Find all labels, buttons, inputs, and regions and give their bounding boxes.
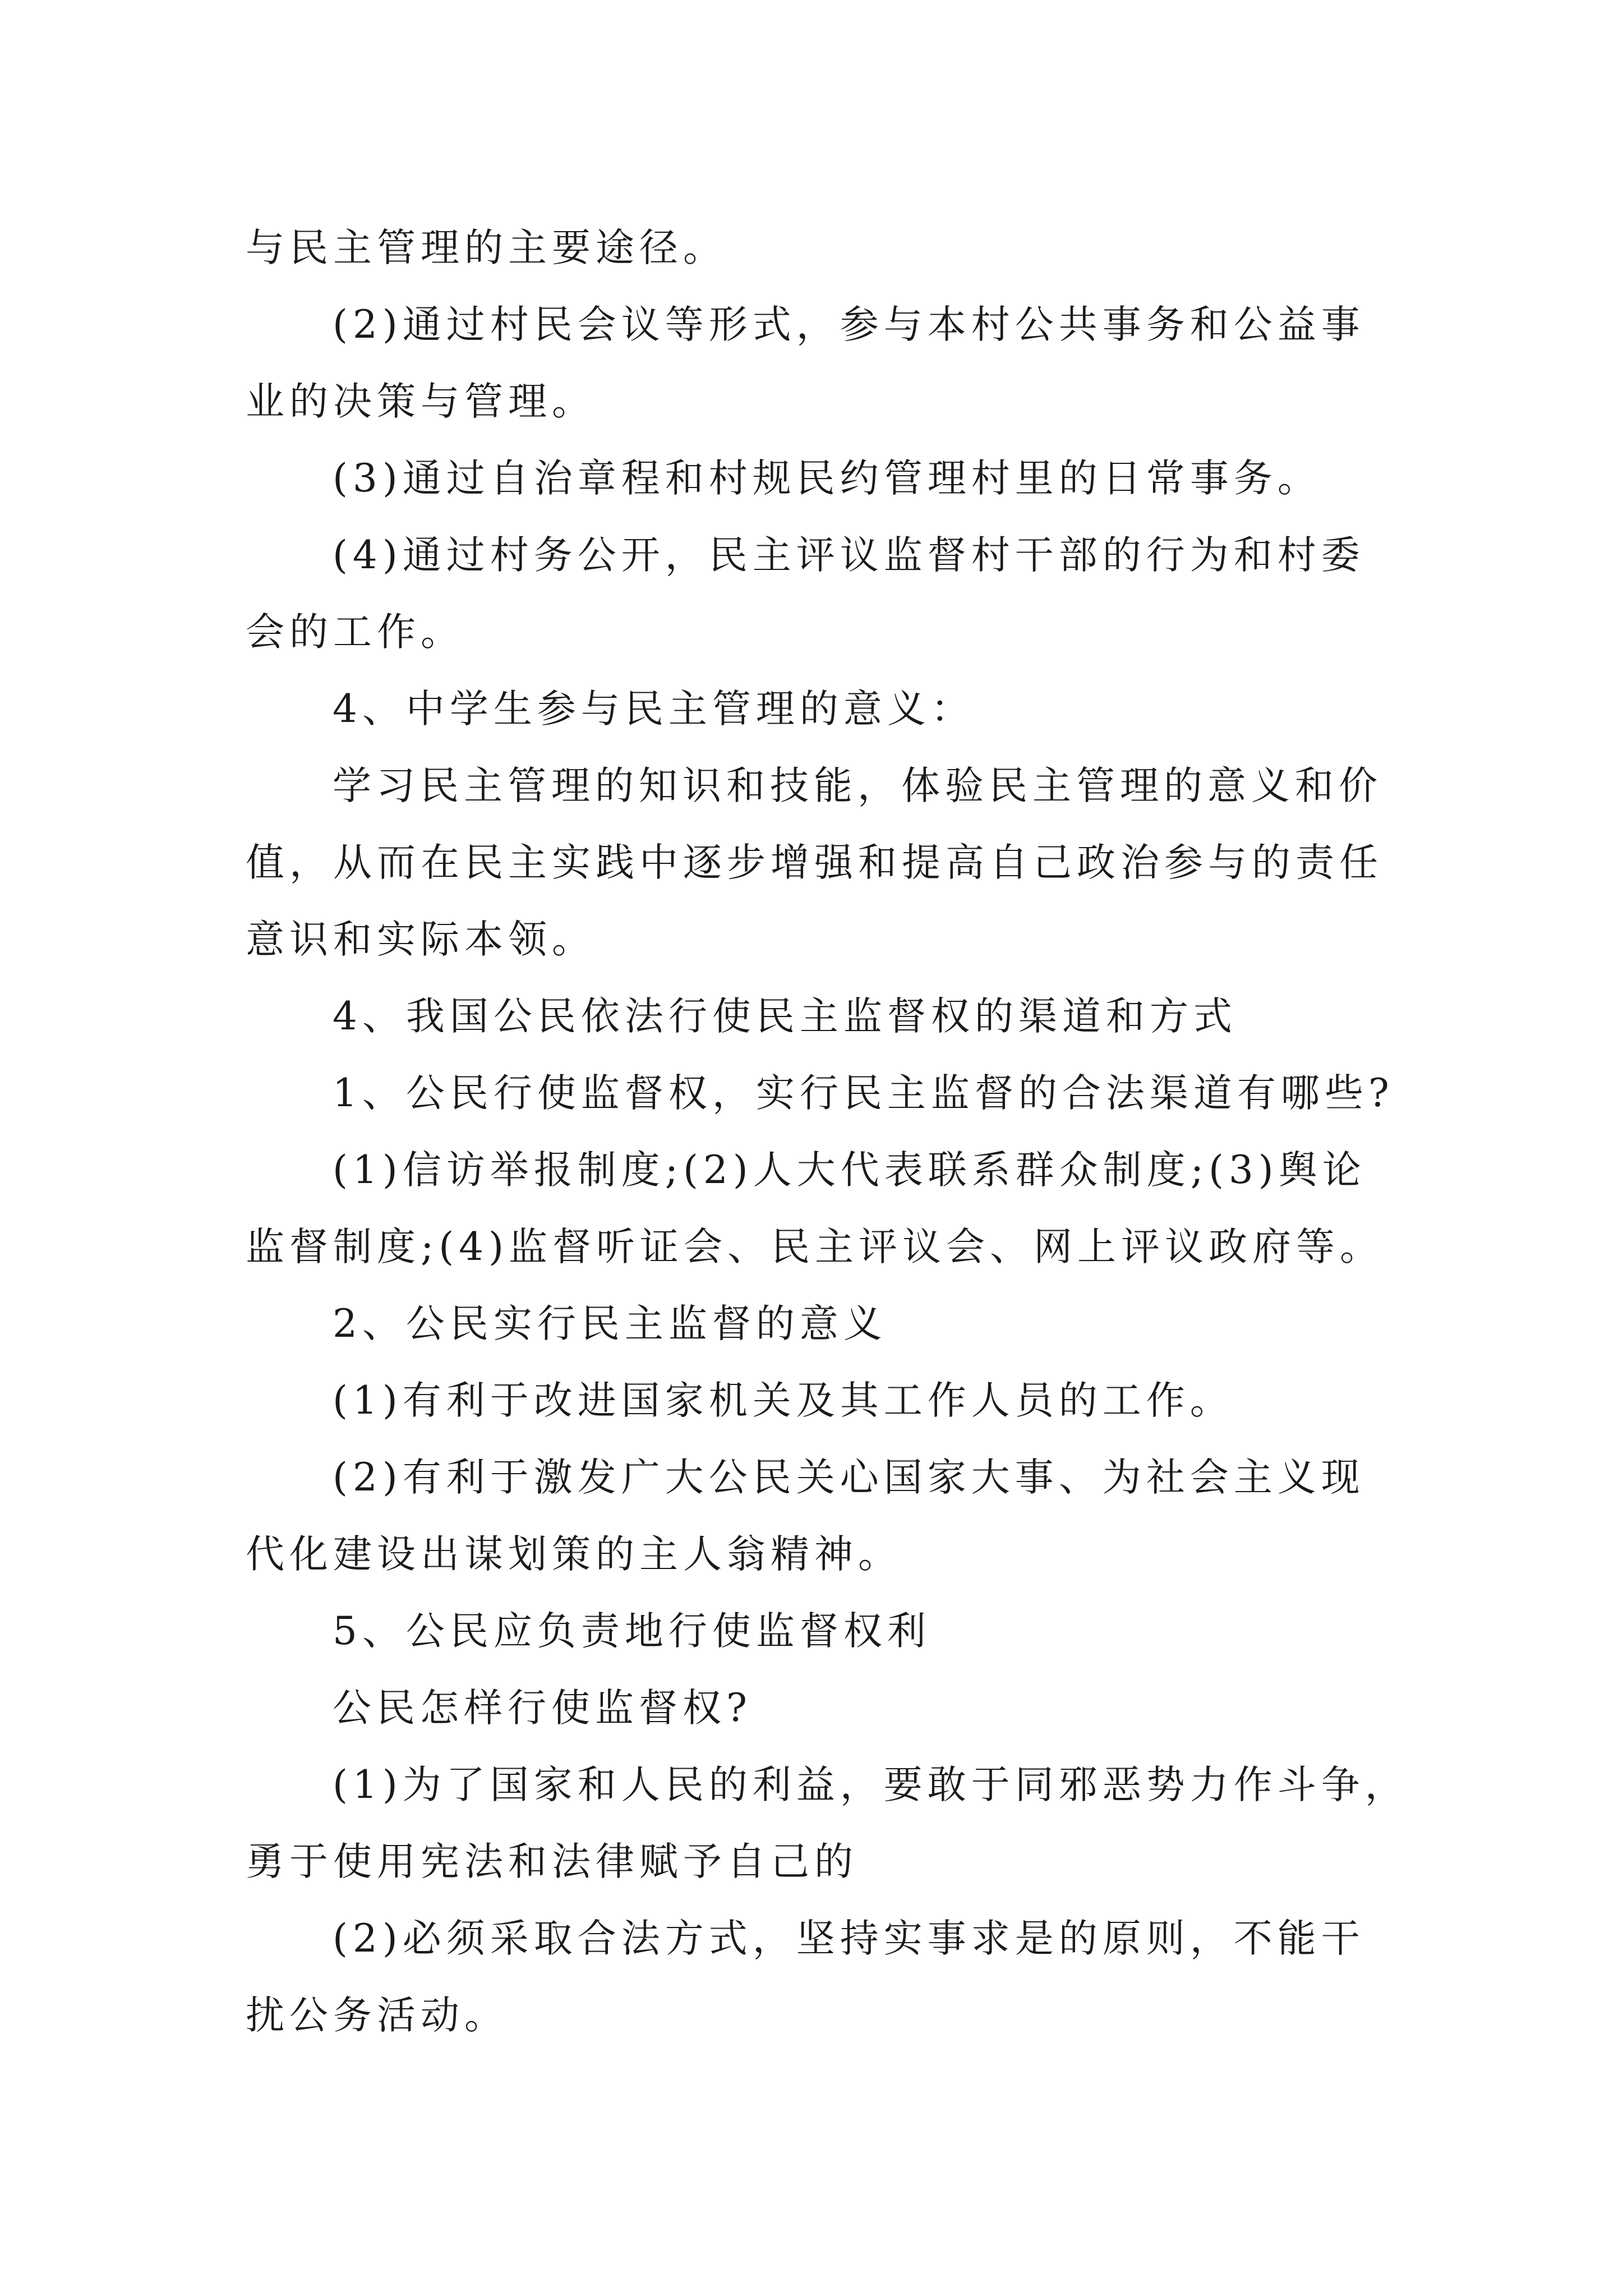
- text-line: (2)通过村民会议等形式，参与本村公共事务和公益事: [333, 302, 1365, 347]
- text-line: (2)必须采取合法方式，坚持实事求是的原则，不能干: [333, 1916, 1365, 1961]
- text-line: 值，从而在民主实践中逐步增强和提高自己政治参与的责任: [246, 840, 1383, 885]
- text-line: (1)有利于改进国家机关及其工作人员的工作。: [333, 1378, 1234, 1423]
- text-line: 意识和实际本领。: [246, 917, 596, 962]
- text-line: 监督制度;(4)监督听证会、民主评议会、网上评议政府等。: [246, 1225, 1384, 1269]
- text-line: 业的决策与管理。: [246, 379, 596, 424]
- text-line: 代化建设出谋划策的主人翁精神。: [246, 1532, 902, 1577]
- text-line: 勇于使用宪法和法律赋予自己的: [246, 1839, 858, 1884]
- text-line: 1、公民行使监督权，实行民主监督的合法渠道有哪些?: [333, 1071, 1394, 1116]
- text-line: 公民怎样行使监督权?: [333, 1686, 752, 1731]
- text-line: 2、公民实行民主监督的意义: [333, 1301, 887, 1346]
- text-line: (2)有利于激发广大公民关心国家大事、为社会主义现: [333, 1455, 1365, 1500]
- text-line: (4)通过村务公开，民主评议监督村干部的行为和村委: [333, 533, 1365, 578]
- text-line: 4、中学生参与民主管理的意义：: [333, 687, 975, 731]
- text-line: 与民主管理的主要途径。: [246, 226, 727, 270]
- text-line: 5、公民应负责地行使监督权利: [333, 1609, 931, 1654]
- text-line: (3)通过自治章程和村规民约管理村里的日常事务。: [333, 456, 1321, 501]
- text-line: 扰公务活动。: [246, 1993, 508, 2038]
- text-line: (1)信访举报制度;(2)人大代表联系群众制度;(3)舆论: [333, 1148, 1366, 1193]
- text-line: 4、我国公民依法行使民主监督权的渠道和方式: [333, 994, 1237, 1039]
- text-line: (1)为了国家和人民的利益，要敢于同邪恶势力作斗争，: [333, 1763, 1409, 1807]
- text-line: 会的工作。: [246, 610, 464, 655]
- text-line: 学习民主管理的知识和技能，体验民主管理的意义和价: [333, 763, 1382, 808]
